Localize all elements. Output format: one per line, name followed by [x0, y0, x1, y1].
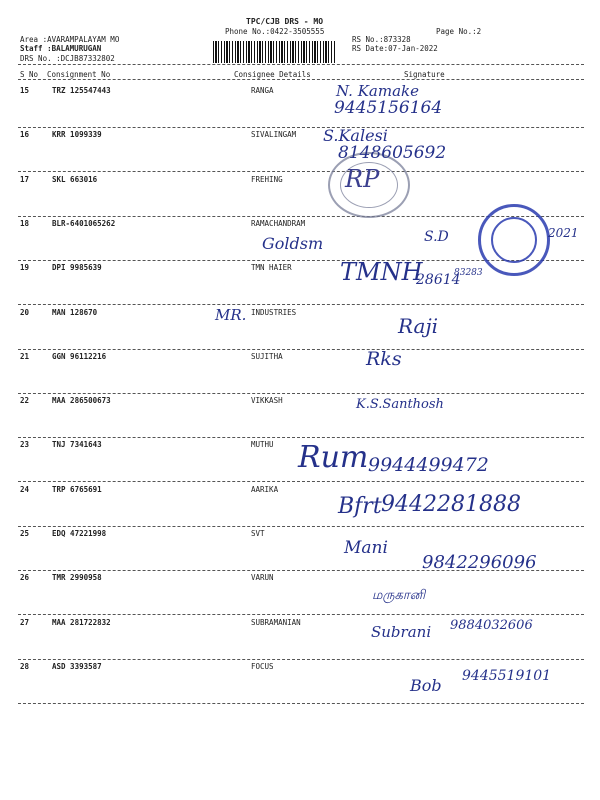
row-divider — [18, 526, 584, 527]
signature-25-phone: 9842296096 — [422, 552, 537, 573]
row-sno: 27 — [20, 618, 30, 627]
row-sno: 23 — [20, 440, 30, 449]
signature-23-sign: Rum — [298, 440, 369, 475]
row-sno: 20 — [20, 308, 30, 317]
row-divider — [18, 127, 584, 128]
row-divider — [18, 171, 584, 172]
row-consignee-name: SVT — [251, 529, 265, 538]
row-consignment-number: TRZ 125547443 — [52, 86, 111, 95]
signature-21-sign: Rks — [366, 348, 402, 370]
signature-19-num: 28614 — [416, 272, 461, 288]
row-consignment-number: ASD 3393587 — [52, 662, 102, 671]
signature-27-name: Subrani — [371, 623, 432, 641]
row-sno: 19 — [20, 263, 30, 272]
signature-16-phone: 8148605692 — [338, 143, 447, 163]
row-consignee-name: RANGA — [251, 86, 274, 95]
signature-16-name: S.Kalesi — [323, 126, 388, 145]
area-label: Area :AVARAMPALAYAM MO — [20, 35, 120, 44]
signature-21-name: Raji — [398, 314, 439, 338]
row-sno: 22 — [20, 396, 30, 405]
page-number: Page No.:2 — [436, 27, 482, 36]
row-consignment-number: BLR-6401065262 — [52, 219, 116, 228]
row-consignment-number: DPI 9985639 — [52, 263, 102, 272]
row-consignment-number: TRP 6765691 — [52, 485, 102, 494]
row-consignment-number: GGN 96112216 — [52, 352, 107, 361]
row-consignment-number: MAA 286500673 — [52, 396, 111, 405]
row-divider — [18, 659, 584, 660]
signature-17-scribble: RP — [345, 165, 380, 193]
row-divider — [18, 703, 584, 704]
column-header-sno: S No — [20, 70, 39, 79]
signature-19-num2: 83283 — [454, 268, 483, 278]
signature-20-prefix: MR. — [215, 306, 247, 324]
row-consignment-number: TNJ 7341643 — [52, 440, 102, 449]
row-consignee-name: SIVALINGAM — [251, 130, 297, 139]
row-consignee-name: SUBRAMANIAN — [251, 618, 301, 627]
row-divider — [18, 304, 584, 305]
row-divider — [18, 393, 584, 394]
signature-23-phone: 9944499472 — [368, 454, 489, 476]
row-sno: 16 — [20, 130, 30, 139]
row-sno: 24 — [20, 485, 30, 494]
row-divider — [18, 614, 584, 615]
row-divider — [18, 481, 584, 482]
barcode — [213, 41, 335, 63]
document-title: TPC/CJB DRS - MO — [246, 17, 324, 26]
row-consignee-name: TMN HAIER — [251, 263, 292, 272]
column-header-signature: Signature — [404, 70, 445, 79]
column-header-consignee: Consignee Details — [234, 70, 311, 79]
column-header-consignment: Consignment No — [47, 70, 111, 79]
row-divider — [18, 437, 584, 438]
signature-25-name: Mani — [344, 538, 388, 558]
row-consignment-number: KRR 1099339 — [52, 130, 102, 139]
row-consignment-number: MAA 281722832 — [52, 618, 111, 627]
row-sno: 21 — [20, 352, 30, 361]
signature-18-year: 2021 — [548, 226, 579, 240]
rs-date: RS Date:07-Jan-2022 — [352, 44, 438, 53]
row-sno: 28 — [20, 662, 30, 671]
signature-19-sign: TMNH — [340, 258, 423, 286]
row-consignee-name: MUTHU — [251, 440, 274, 449]
row-consignee-name: VARUN — [251, 573, 274, 582]
drs-number: DRS No. :DCJB87332802 — [20, 54, 115, 63]
column-header-divider — [18, 79, 584, 80]
row-sno: 15 — [20, 86, 30, 95]
row-consignee-name: RAMACHANDRAM — [251, 219, 306, 228]
company-stamp — [478, 204, 550, 276]
row-sno: 26 — [20, 573, 30, 582]
row-sno: 17 — [20, 175, 30, 184]
signature-18-extra: S.D — [424, 229, 449, 245]
row-divider — [18, 349, 584, 350]
row-consignee-name: SUJITHA — [251, 352, 283, 361]
signature-24-phone: 9442281888 — [381, 492, 521, 517]
row-consignee-name: FOCUS — [251, 662, 274, 671]
rs-number: RS No.:873328 — [352, 35, 411, 44]
row-consignment-number: SKL 663016 — [52, 175, 98, 184]
signature-27-phone: 9884032606 — [450, 618, 533, 633]
row-consignment-number: MAN 128670 — [52, 308, 98, 317]
row-sno: 18 — [20, 219, 30, 228]
row-consignment-number: EDQ 47221998 — [52, 529, 107, 538]
signature-28-sign: Bob — [410, 676, 442, 695]
row-consignee-name: FREHING — [251, 175, 283, 184]
signature-15-name: N. Kamake — [336, 82, 419, 100]
row-consignment-number: TMR 2990958 — [52, 573, 102, 582]
signature-24-sign: Bfrt — [338, 494, 382, 519]
staff-label: Staff :BALAMURUGAN — [20, 44, 102, 53]
signature-18-name: Goldsm — [262, 234, 324, 253]
signature-15-phone: 9445156164 — [334, 98, 443, 118]
row-consignee-name: AARIKA — [251, 485, 279, 494]
signature-22-name: K.S.Santhosh — [356, 397, 444, 412]
row-consignee-name: INDUSTRIES — [251, 308, 297, 317]
row-consignee-name: VIKKASH — [251, 396, 283, 405]
header-divider — [18, 64, 584, 65]
row-sno: 25 — [20, 529, 30, 538]
signature-28-phone: 9445519101 — [462, 668, 552, 684]
signature-26-name: மருகானி — [372, 588, 426, 603]
phone-number: Phone No.:0422-3505555 — [225, 27, 325, 36]
